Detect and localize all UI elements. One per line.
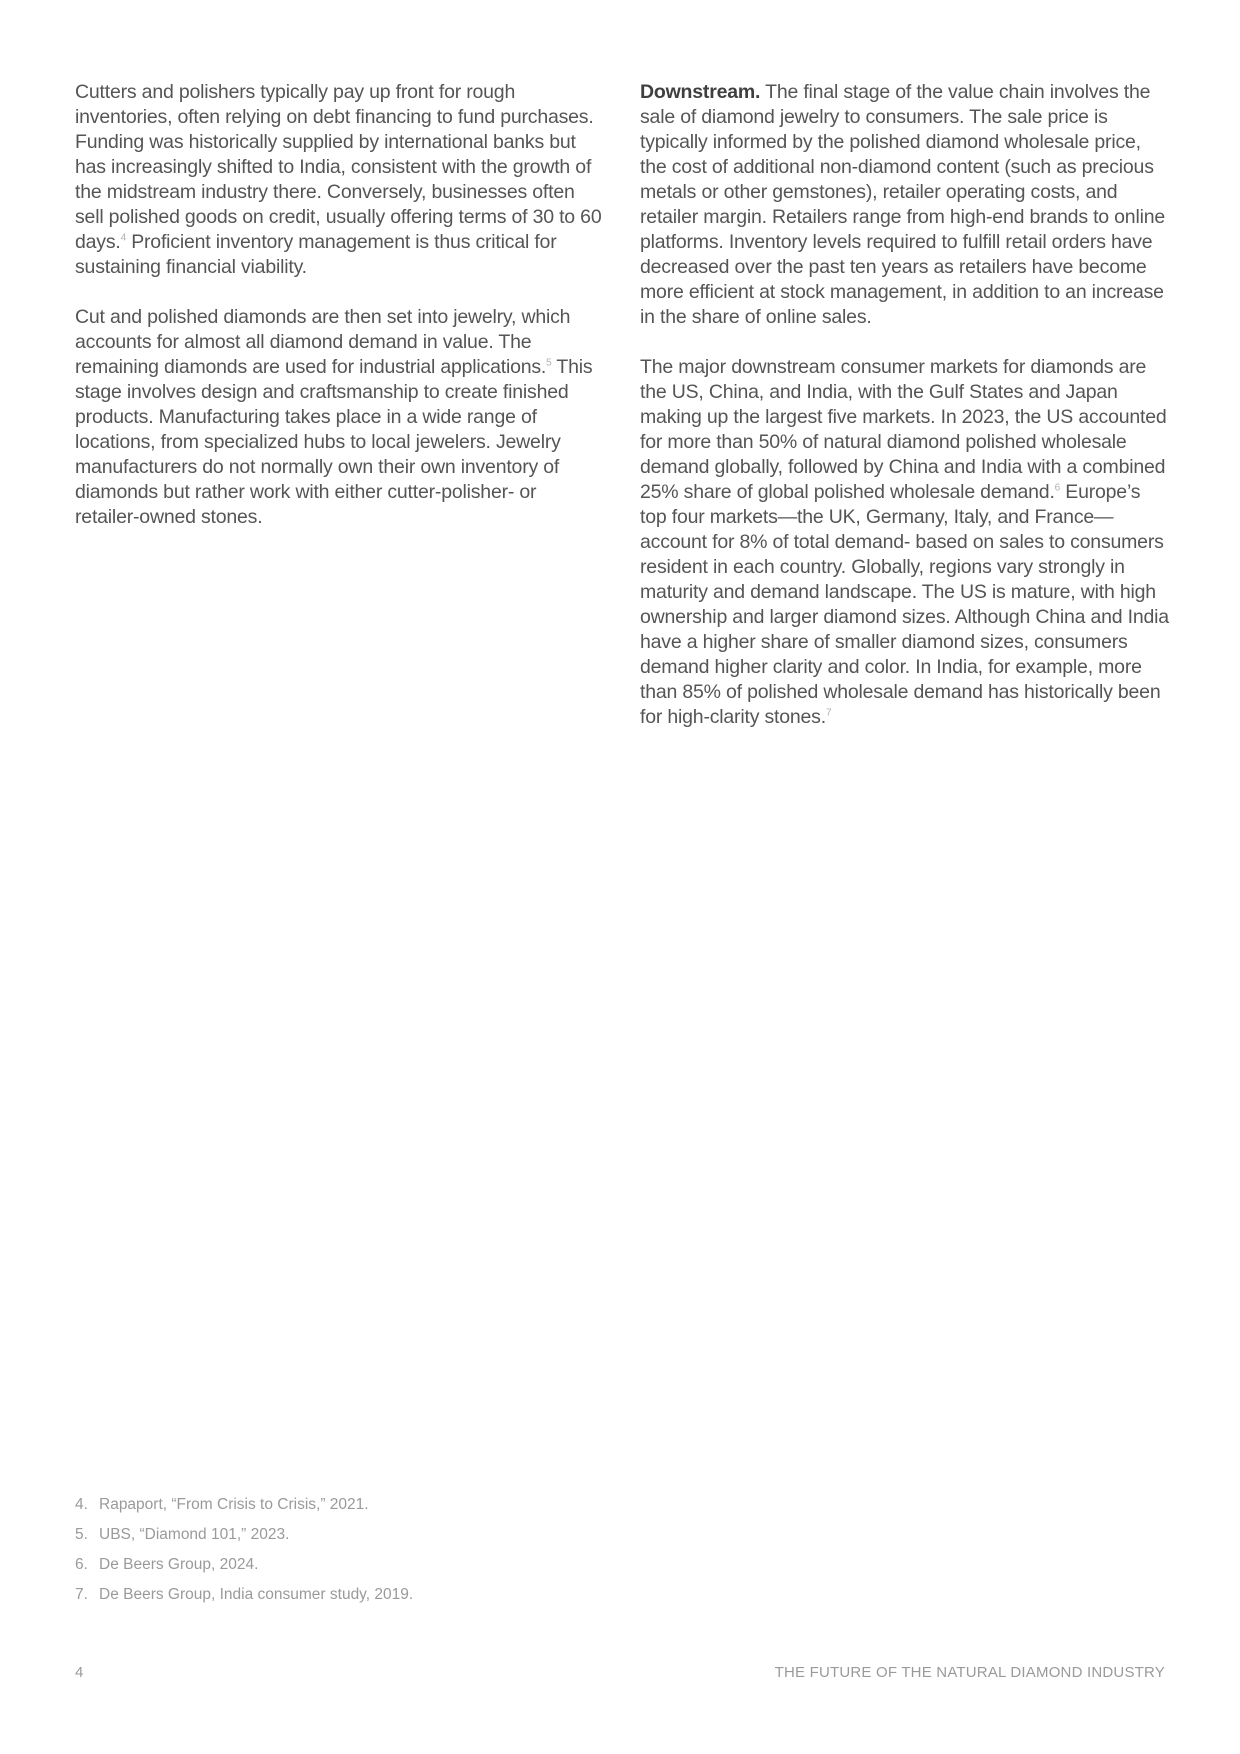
- footnote-ref[interactable]: 4: [120, 232, 126, 244]
- right-column: [640, 80, 1170, 755]
- paragraph-text: Cut and polished diamonds are then set into jewelry, which accounts for almost all diamond demand in value. The remaining diamonds are used for industrial applications.: [75, 306, 571, 378]
- paragraph-downstream: [640, 80, 1170, 330]
- footnote-text: De Beers Group, India consumer study, 2019.: [99, 1586, 414, 1603]
- paragraph-text: Proficient inventory management is thus critical for sustaining financial viability.: [75, 231, 557, 278]
- footnote-item: [75, 1520, 413, 1550]
- paragraph-text: The major downstream consumer markets for diamonds are the US, China, and India, with the Gulf States and Japan making up the largest five markets. In 2023, the US accounted for more than 50% of natural diamond polished wholesale demand globally, followed by China and India with a combined 25% share of global polished wholesale demand.: [640, 356, 1167, 503]
- section-lead: Downstream.: [640, 81, 761, 103]
- page-number: 4: [75, 1664, 84, 1681]
- paragraph-financing: [75, 80, 605, 280]
- paragraph-text: The final stage of the value chain involves the sale of diamond jewelry to consumers. The sale price is typically informed by the polished diamond wholesale price, the cost of additional non-diamond content (such as precious metals or other gemstones), retailer operating costs, and retailer margin. Retailers range from high-end brands to online platforms. Inventory levels required to fulfill retail orders have decreased over the past ten years as retailers have become more efficient at stock management, in addition to an increase in the share of online sales.: [640, 81, 1166, 328]
- footnote-number: 6.: [75, 1556, 88, 1573]
- footnote-ref[interactable]: 7: [825, 707, 832, 719]
- paragraph-text: This stage involves design and craftsmanship to create finished products. Manufacturing takes place in a wide range of locations, from specialized hubs to local jewelers. Jewelry manufacturers do not normally own their own inventory of diamonds but rather work with either cutter-polisher- or retailer-owned stones.: [75, 356, 593, 528]
- footnote-ref[interactable]: 6: [1054, 482, 1061, 494]
- footnote-item: [75, 1490, 413, 1520]
- footnotes-list: [75, 1490, 413, 1610]
- footnote-number: 7.: [75, 1586, 88, 1603]
- paragraph-text: Europe’s top four markets—the UK, Germany, Italy, and France—account for 8% of total demand- based on sales to consumers resident in each country. Globally, regions vary strongly in maturity and demand landscape. The US is mature, with high ownership and larger diamond sizes. Although China and India have a higher share of smaller diamond sizes, consumers demand higher clarity and color. In India, for example, more than 85% of polished wholesale demand has historically been for high-clarity stones.: [640, 481, 1169, 728]
- footnote-text: De Beers Group, 2024.: [99, 1556, 259, 1573]
- footnote-text: UBS, “Diamond 101,” 2023.: [99, 1526, 290, 1543]
- footnote-number: 5.: [75, 1526, 88, 1543]
- footnote-ref[interactable]: 5: [546, 357, 552, 369]
- running-title: THE FUTURE OF THE NATURAL DIAMOND INDUSTRY: [774, 1664, 1165, 1681]
- footnote-item: [75, 1580, 413, 1610]
- paragraph-consumer-markets: [640, 355, 1170, 730]
- left-column: [75, 80, 605, 555]
- paragraph-text: Cutters and polishers typically pay up front for rough inventories, often relying on debt financing to fund purchases. Funding was historically supplied by international banks but has increasingly shifted to India, consistent with the growth of the midstream industry there. Conversely, businesses often sell polished goods on credit, usually offering terms of 30 to 60 days.: [75, 81, 602, 253]
- paragraph-jewelry-manufacturing: [75, 305, 605, 530]
- footnote-item: [75, 1550, 413, 1580]
- footnote-number: 4.: [75, 1496, 88, 1513]
- footnote-text: Rapaport, “From Crisis to Crisis,” 2021.: [99, 1496, 369, 1513]
